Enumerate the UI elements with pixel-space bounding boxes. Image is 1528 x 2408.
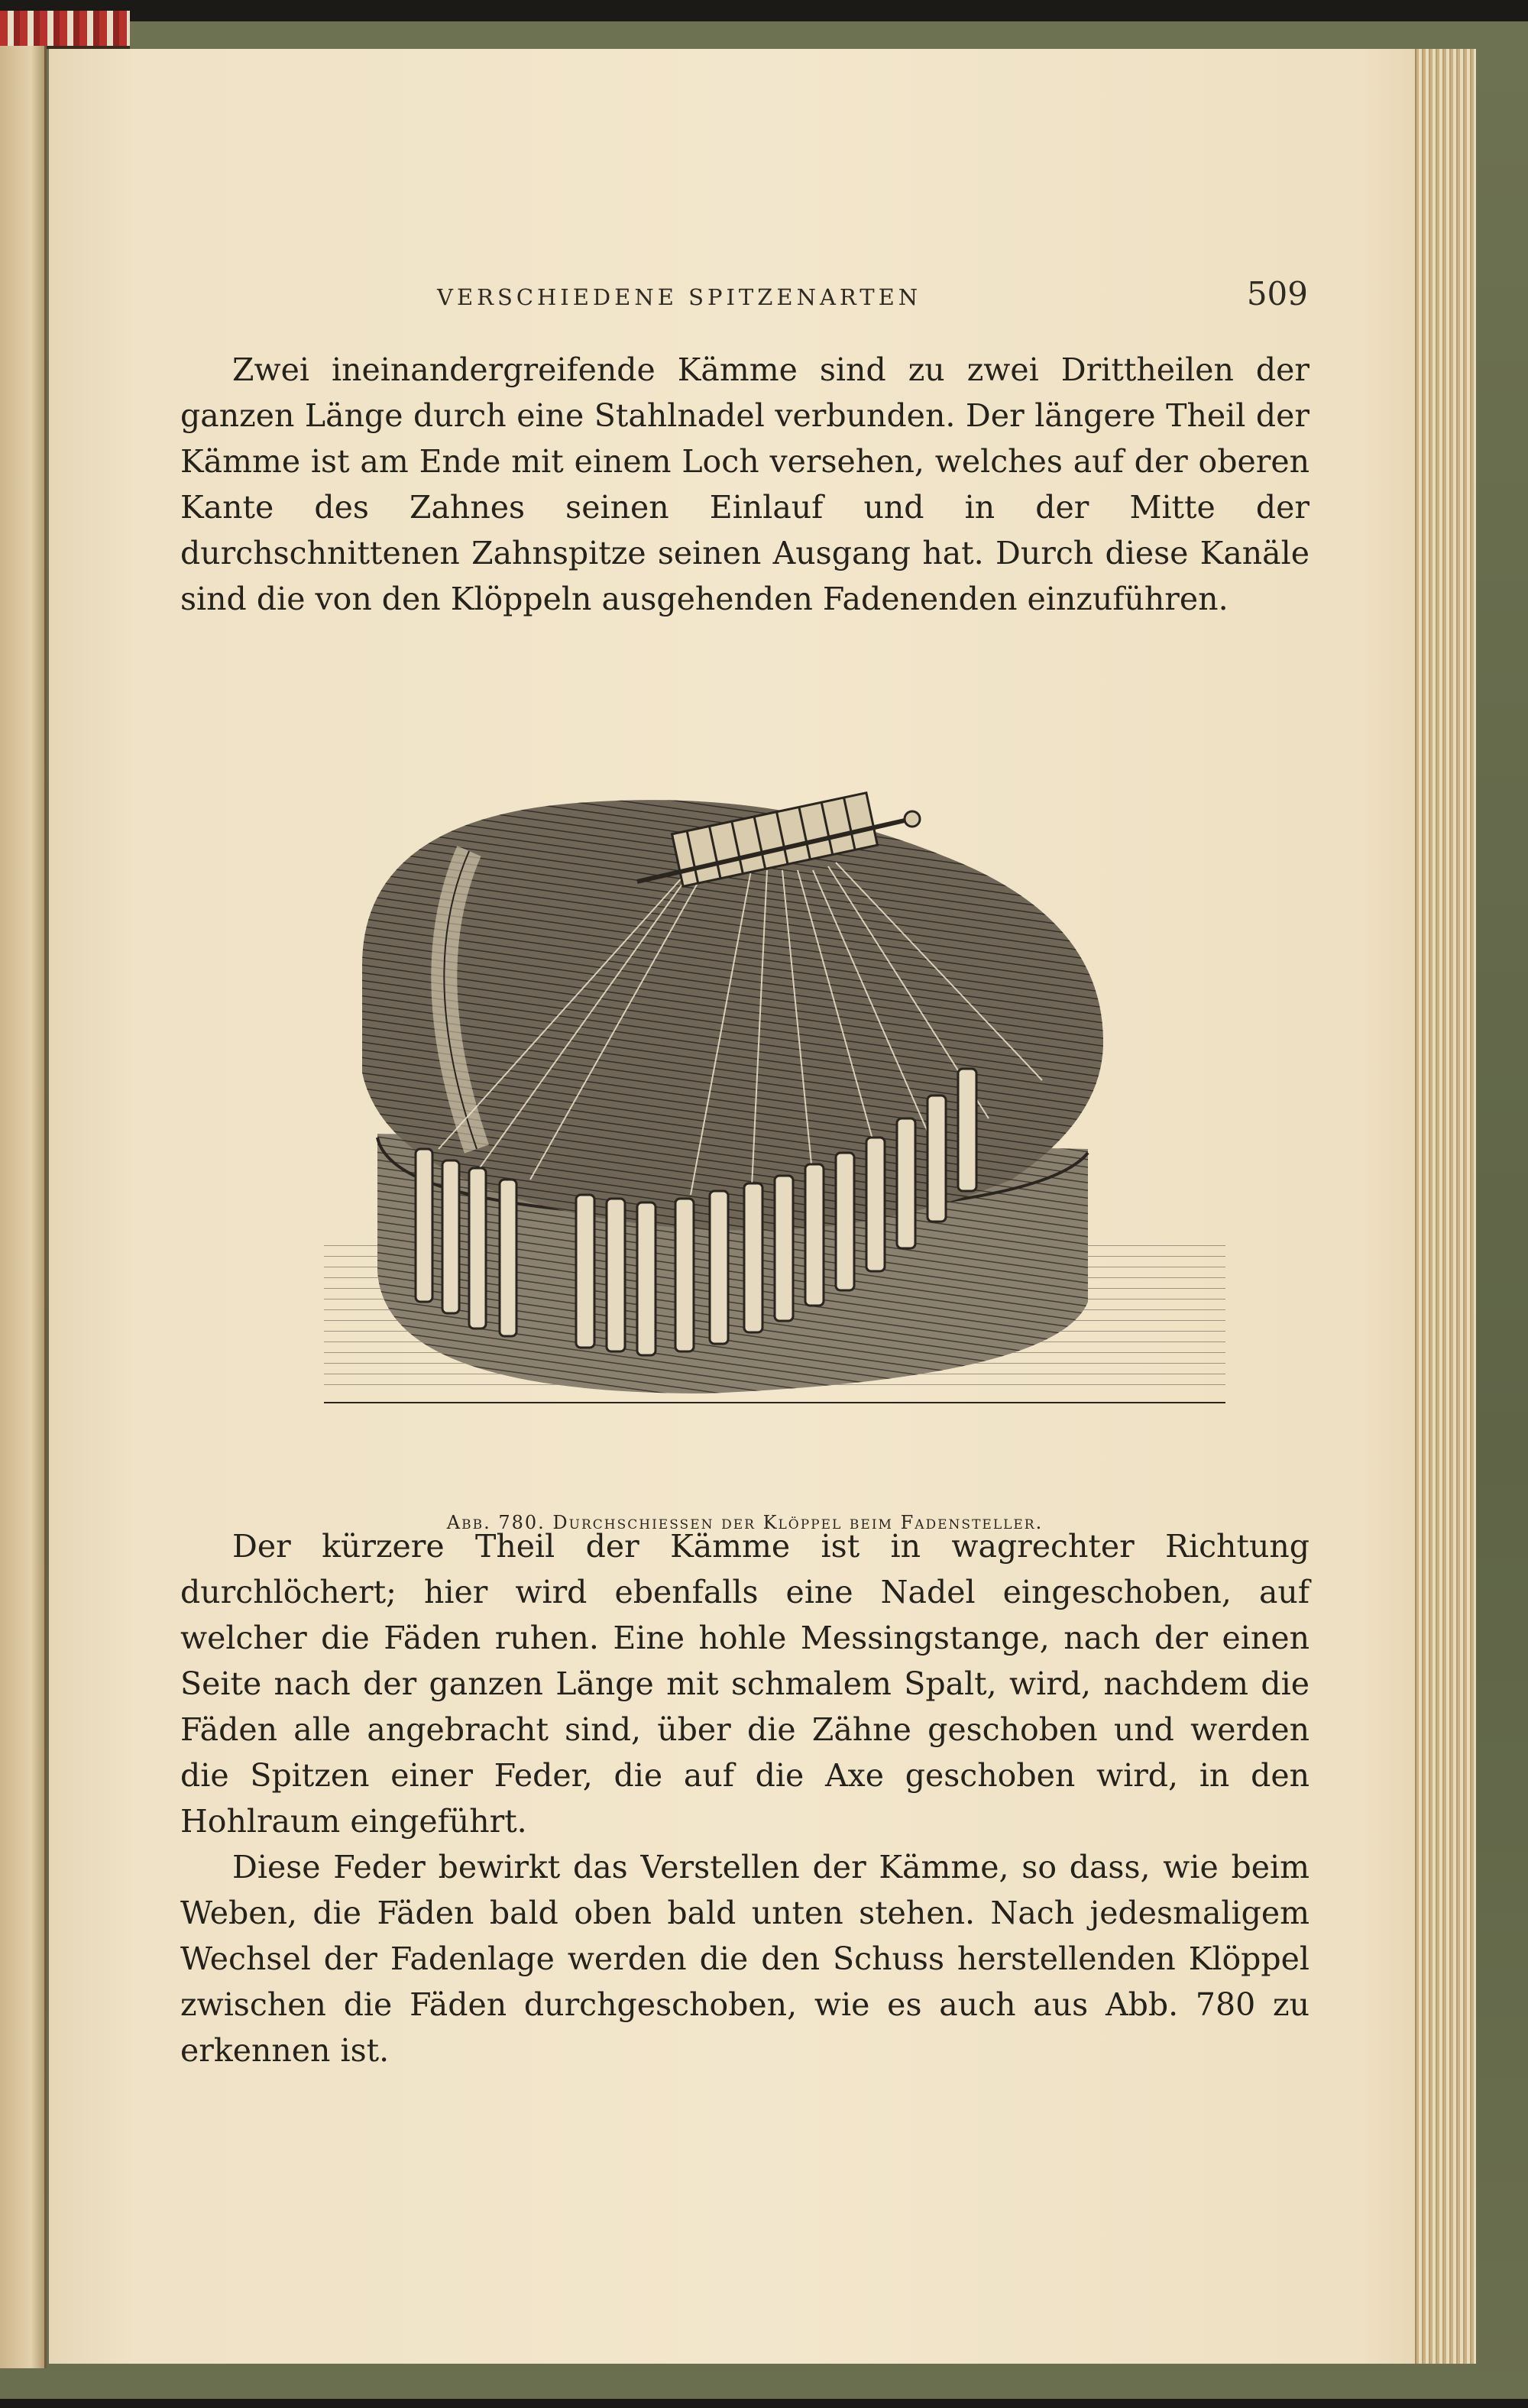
figure-lace-pillow	[278, 721, 1271, 1485]
lace-pillow-illustration	[278, 721, 1271, 1485]
headband	[0, 11, 130, 49]
running-head	[437, 270, 1308, 316]
paragraph-combs: Zwei ineinandergreifende Kämme sind zu zwei Drittheilen der ganzen Länge durch eine Stahlnadel verbunden. Der längere Theil der Kämme ist am Ende mit einem Loch versehen, welches auf der oberen Kante des Zahnes seinen Einlauf und in der Mitte der durchschnittenen Zahnspitze seinen Ausgang hat. Durch diese Kanäle sind die von den Klöppeln ausgehenden Fadenenden einzuführen.	[180, 351, 1309, 617]
page-fore-edge	[1415, 49, 1476, 2364]
figure-caption: Abb. 780. Durchschiessen der Klöppel beim Fadensteller.	[446, 1512, 1044, 1533]
paragraph-spring: Diese Feder bewirkt das Verstellen der Kämme, so dass, wie beim Weben, die Fäden bald oben bald unten stehen. Nach jedesmaligem Wechsel der Fadenlage werden die den Schuss herstellenden Klöppel zwischen die Fäden durchgeschoben, wie es auch aus Abb. 780 zu erkennen ist.	[180, 1849, 1309, 2069]
paragraph-shorter-combs: Der kürzere Theil der Kämme ist in wagrechter Richtung durchlöchert; hier wird ebenfalls eine Nadel eingeschoben, auf welcher die Fäden ruhen. Eine hohle Messingstange, nach der einen Seite nach der ganzen Länge mit schmalem Spalt, wird, nachdem die Fäden alle angebracht sind, über die Zähne geschoben und werden die Spitzen einer Feder, die auf die Axe geschoben wird, in den Hohlraum eingeführt.	[180, 1528, 1309, 1840]
book-page	[49, 49, 1476, 2364]
page-number: 509	[1246, 275, 1308, 312]
left-page-edge	[0, 46, 47, 2368]
running-title: VERSCHIEDENE SPITZENARTEN	[437, 284, 922, 310]
